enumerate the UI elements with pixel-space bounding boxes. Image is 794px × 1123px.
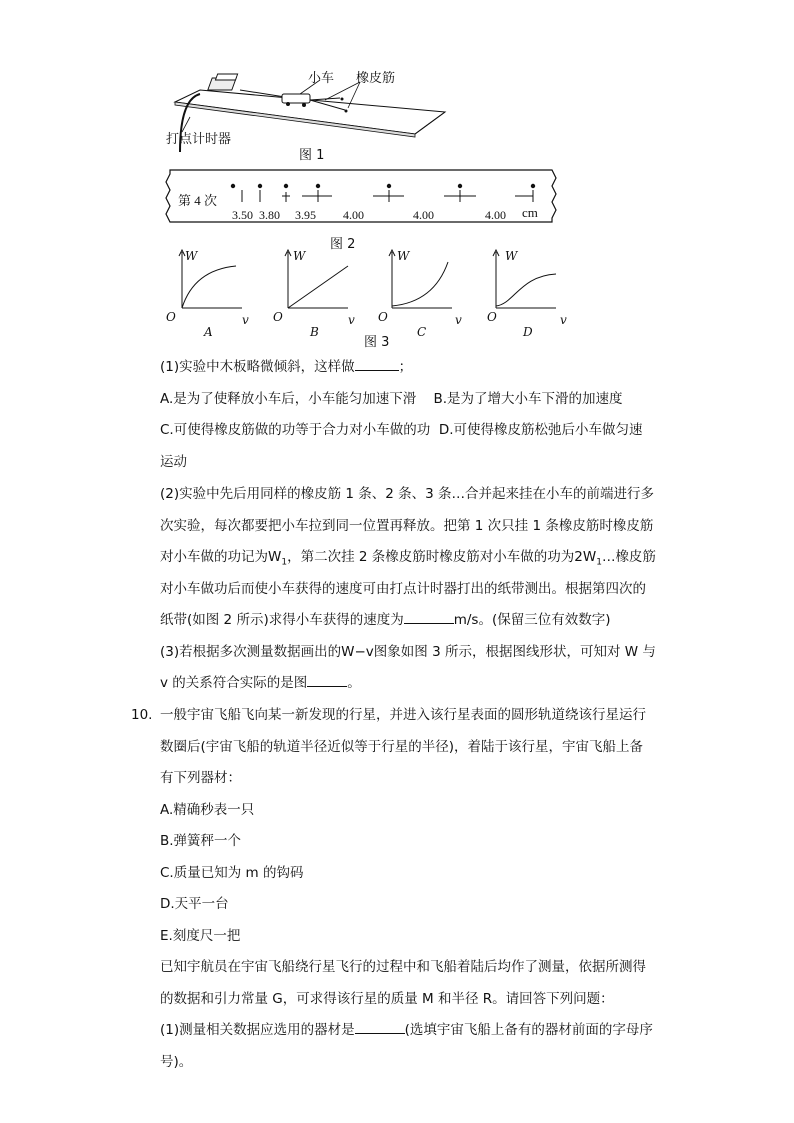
q9-option-d-cont: 运动	[160, 454, 187, 470]
q9-part2-l4: 对小车做功后而使小车获得的速度可由打点计时器打出的纸带测出。根据第四次的	[160, 581, 646, 597]
q10-l3: 有下列器材：	[160, 770, 241, 786]
graph-c-o: O	[378, 310, 388, 324]
q9-part3-l1: (3)若根据多次测量数据画出的W−v图象如图 3 所示，根据图线形状，可知对 W 与	[160, 644, 656, 660]
graph-c-label: C	[417, 325, 427, 339]
graph-b-w: W	[293, 249, 306, 263]
q9-part2-l5: 纸带(如图 2 所示)求得小车获得的速度为 m/s。(保留三位有效数字)	[160, 612, 611, 628]
curve-a	[182, 266, 236, 308]
answer-blank-2[interactable]	[404, 611, 454, 624]
q9-part1: (1)实验中木板略微倾斜，这样做 ；	[160, 359, 413, 375]
q10-item-b: B.弹簧秤一个	[160, 833, 242, 849]
tape-distance-6: 4.00	[485, 208, 506, 222]
graph-d-w: W	[505, 249, 518, 263]
label-car: 小车	[308, 70, 335, 85]
q9-options-cd: C.可使得橡皮筋做的功等于合力对小车做的功 D.可使得橡皮筋松弛后小车做匀速	[160, 422, 643, 438]
tape-distance-1: 3.50	[232, 208, 253, 222]
q10-item-d: D.天平一台	[160, 896, 229, 912]
graph-b-v: v	[348, 313, 355, 327]
graph-d-v: v	[560, 313, 567, 327]
q10-l5: 的数据和引力常量 G，可求得该行星的质量 M 和半径 R。请回答下列问题：	[160, 991, 614, 1007]
graph-a-v: v	[242, 313, 249, 327]
graph-c-w: W	[397, 249, 410, 263]
graph-d-o: O	[487, 310, 497, 324]
answer-blank-4[interactable]	[355, 1021, 405, 1034]
figure-3-caption: 图 3	[364, 335, 390, 350]
graph-a-label: A	[204, 325, 213, 339]
q9-part3-l2: v 的关系符合实际的是图 。	[160, 675, 361, 691]
q10-l1: 一般宇宙飞船飞向某一新发现的行星，并进入该行星表面的圆形轨道绕该行星运行	[160, 707, 646, 723]
figure-2-caption: 图 2	[330, 237, 356, 252]
q10-number: 10.	[131, 707, 153, 723]
tape-distance-4: 4.00	[343, 208, 364, 222]
graph-a-w: W	[185, 249, 198, 263]
q10-l6: (1)测量相关数据应选用的器材是 (选填宇宙飞船上备有的器材前面的字母序	[160, 1022, 653, 1038]
q9-part2-l3: 对小车做的功记为$W_1$，第二次挂 2 条橡皮筋时橡皮筋对小车做的功为$2W_1\dots$橡皮筋	[160, 549, 656, 568]
answer-blank-1[interactable]	[355, 358, 399, 371]
q10-l7: 号)。	[160, 1054, 193, 1070]
timer-device	[208, 74, 238, 90]
label-timer: 打点计时器	[166, 131, 232, 146]
answer-blank-3[interactable]	[307, 674, 347, 687]
graph-b-label: B	[310, 325, 319, 339]
tape-distance-3: 3.95	[295, 208, 316, 222]
label-rubber-band: 橡皮筋	[356, 70, 396, 85]
q10-l2: 数圈后(宇宙飞船的轨道半径近似等于行星的半径)，着陆于该行星，宇宙飞船上备	[160, 739, 644, 755]
q9-options-ab: A.是为了使释放小车后，小车能匀加速下滑 B.是为了增大小车下滑的加速度	[160, 391, 623, 407]
tape-distance-5: 4.00	[413, 208, 434, 222]
q10-l4: 已知宇航员在宇宙飞船绕行星飞行的过程中和飞船着陆后均作了测量，依据所测得	[160, 959, 646, 975]
curve-d	[496, 274, 556, 306]
q9-part2-l1: (2)实验中先后用同样的橡皮筋 1 条、2 条、3 条…合并起来挂在小车的前端进行多	[160, 486, 655, 502]
tape-unit: cm	[522, 205, 538, 220]
tape-label: 第 4 次	[178, 193, 218, 208]
q10-item-e: E.刻度尺一把	[160, 928, 241, 944]
graph-a-o: O	[166, 310, 176, 324]
curve-b	[288, 266, 348, 308]
tape-distance-2: 3.80	[259, 208, 280, 222]
graph-c-v: v	[455, 313, 462, 327]
figure-1-caption: 图 1	[299, 148, 325, 163]
curve-c	[392, 262, 448, 306]
q10-item-c: C.质量已知为 m 的钩码	[160, 865, 304, 881]
graph-d-label: D	[523, 325, 533, 339]
q9-part2-l2: 次实验，每次都要把小车拉到同一位置再释放。把第 1 次只挂 1 条橡皮筋时橡皮筋	[160, 518, 654, 534]
q10-item-a: A.精确秒表一只	[160, 802, 255, 818]
graph-b-o: O	[273, 310, 283, 324]
